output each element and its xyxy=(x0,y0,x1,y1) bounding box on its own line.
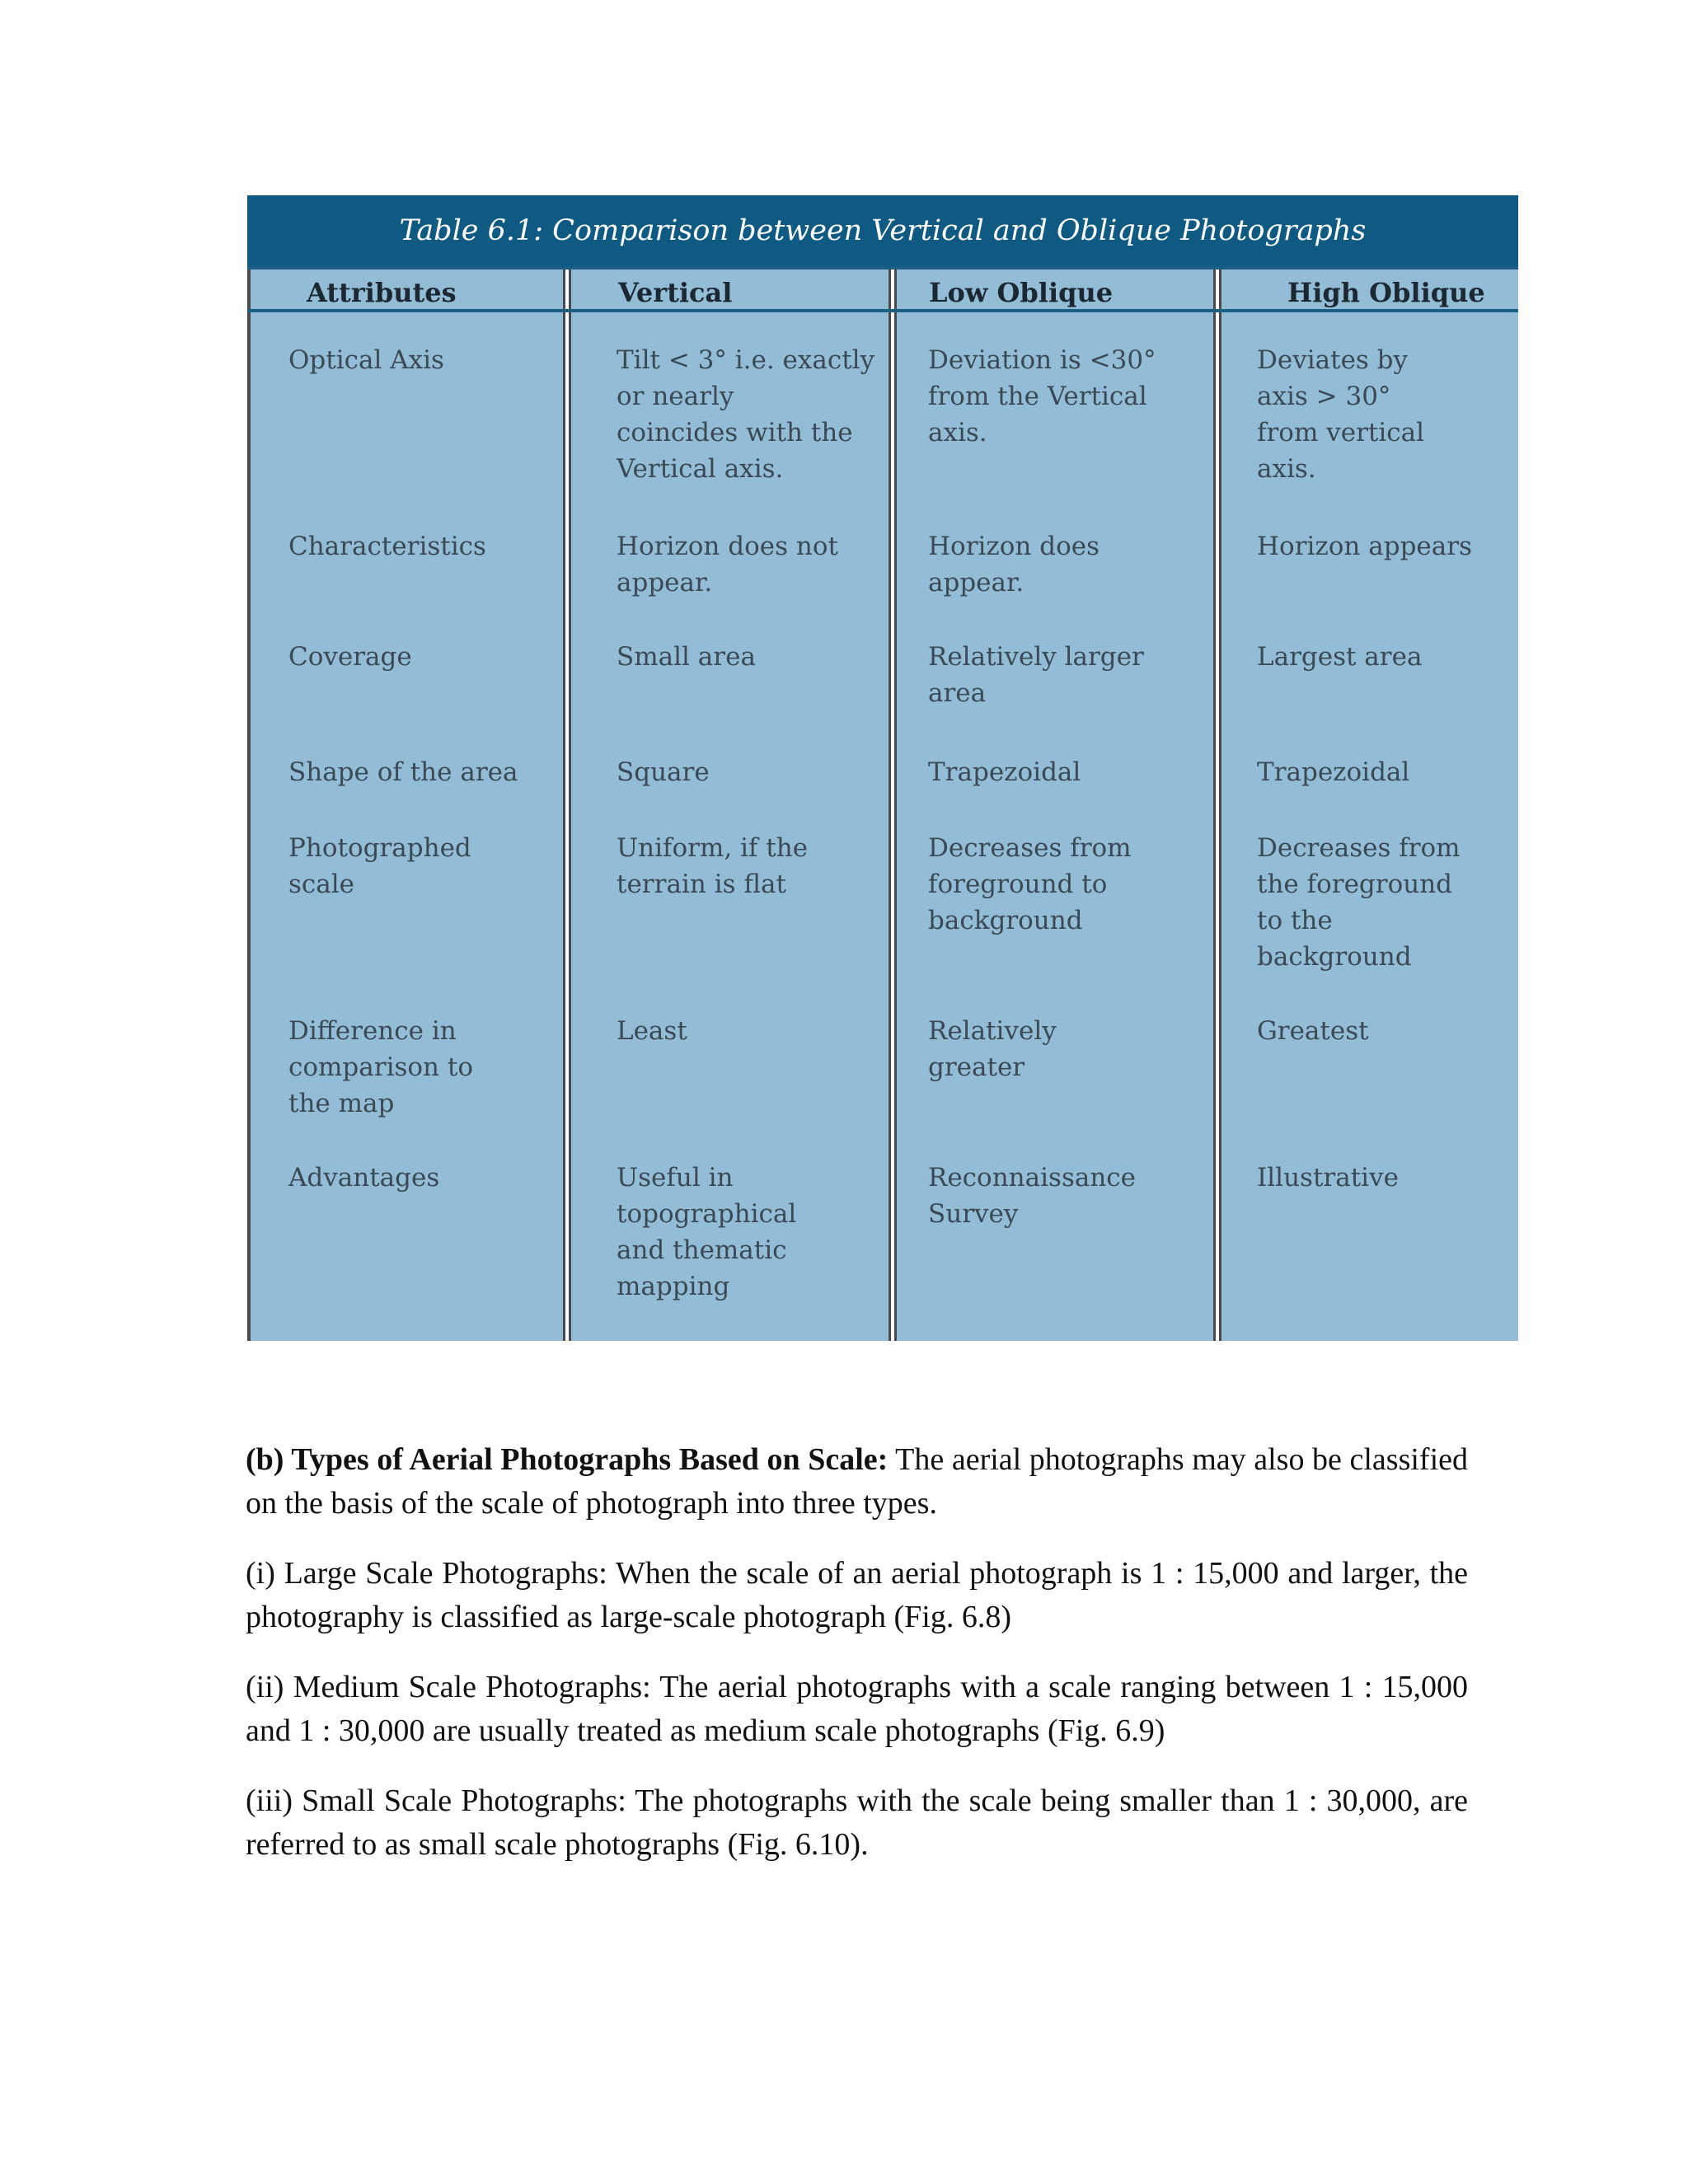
cell-high-oblique-coverage: Largest area xyxy=(1257,642,1423,672)
cell-low-oblique-coverage: Relatively larger area xyxy=(928,642,1144,708)
cell-high-oblique-optical-axis: Deviates by axis > 30° from vertical axis. xyxy=(1257,345,1425,484)
cell-high-oblique-scale: Decreases from the foreground to the background xyxy=(1257,833,1461,972)
cell-vertical-advantages: Useful in topographical and thematic mapping xyxy=(617,1163,797,1301)
column-divider-1 xyxy=(563,266,571,1341)
paragraph-heading: (b) Types of Aerial Photographs Based on Scale: xyxy=(246,1442,889,1477)
cell-low-oblique-shape: Trapezoidal xyxy=(928,757,1081,787)
cell-attribute-advantages: Advantages xyxy=(288,1163,440,1193)
cell-vertical-difference: Least xyxy=(617,1016,687,1046)
cell-attribute-shape: Shape of the area xyxy=(288,757,518,787)
cell-low-oblique-difference: Relatively greater xyxy=(928,1016,1057,1082)
cell-vertical-optical-axis: Tilt < 3° i.e. exactly or nearly coincides with the Vertical axis. xyxy=(617,345,875,484)
header-low-oblique: Low Oblique xyxy=(929,277,1114,308)
cell-attribute-optical-axis: Optical Axis xyxy=(288,345,444,375)
paragraph-large-scale: (i) Large Scale Photographs: When the scale of an aerial photograph is 1 : 15,000 and larger, the photography is classified as large-scale photograph (Fig. 6.8) xyxy=(246,1556,1468,1634)
body-text xyxy=(246,1438,1468,1893)
cell-vertical-coverage: Small area xyxy=(617,642,756,672)
cell-high-oblique-advantages: Illustrative xyxy=(1257,1163,1399,1193)
header-high-oblique: High Oblique xyxy=(1287,277,1485,308)
cell-low-oblique-advantages: Reconnaissance Survey xyxy=(928,1163,1137,1229)
cell-low-oblique-optical-axis: Deviation is <30° from the Vertical axis. xyxy=(928,345,1156,448)
header-vertical: Vertical xyxy=(618,277,733,308)
cell-attribute-scale: Photographed scale xyxy=(288,833,471,899)
cell-vertical-scale: Uniform, if the terrain is flat xyxy=(617,833,809,899)
cell-attribute-coverage: Coverage xyxy=(288,642,412,672)
cell-high-oblique-difference: Greatest xyxy=(1257,1016,1369,1046)
paragraph-small-scale: (iii) Small Scale Photographs: The photographs with the scale being smaller than 1 : 30,000, are referred to as small scale photographs (Fig. 6.10). xyxy=(246,1783,1468,1862)
cell-vertical-shape: Square xyxy=(617,757,710,787)
cell-high-oblique-shape: Trapezoidal xyxy=(1257,757,1410,787)
paragraph-medium-scale: (ii) Medium Scale Photographs: The aerial photographs with a scale ranging between 1 : 15,000 and 1 : 30,000 are usually treated as medium scale photographs (Fig. 6.9) xyxy=(246,1670,1468,1748)
column-divider-3 xyxy=(1213,266,1221,1341)
table-title: Table 6.1: Comparison between Vertical and Oblique Photographs xyxy=(247,195,1518,266)
table-left-border xyxy=(247,266,251,1341)
cell-vertical-characteristics: Horizon does not appear. xyxy=(617,532,838,598)
cell-attribute-difference: Difference in comparison to the map xyxy=(288,1016,473,1118)
paragraph-types-by-scale xyxy=(246,1438,1468,1526)
cell-attribute-characteristics: Characteristics xyxy=(288,532,486,561)
paragraph-intro-text: The aerial photographs may also be classified on the basis of the scale of photograph into three types. xyxy=(246,1442,1468,1521)
header-attributes: Attributes xyxy=(307,277,457,308)
column-divider-2 xyxy=(889,266,897,1341)
comparison-table xyxy=(247,195,1518,1341)
cell-low-oblique-scale: Decreases from foreground to background xyxy=(928,833,1132,935)
cell-high-oblique-characteristics: Horizon appears xyxy=(1257,532,1472,561)
cell-low-oblique-characteristics: Horizon does appear. xyxy=(928,532,1100,598)
